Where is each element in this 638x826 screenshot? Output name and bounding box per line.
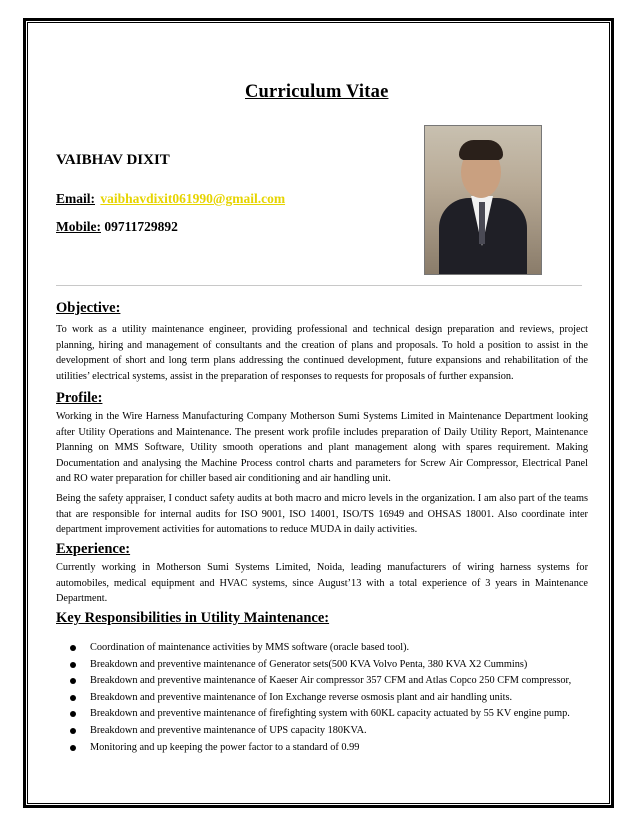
responsibilities-heading: Key Responsibilities in Utility Maintenance: xyxy=(56,610,330,626)
experience-heading: Experience: xyxy=(56,541,131,557)
bullet-icon xyxy=(70,678,76,684)
list-item: Breakdown and preventive maintenance of Kaeser Air compressor 357 CFM and Atlas Copco 250 CFM compressor, xyxy=(56,673,596,690)
bullet-icon xyxy=(70,745,76,751)
section-divider xyxy=(56,285,582,286)
email-link[interactable]: vaibhavdixit061990@gmail.com xyxy=(100,191,286,206)
bullet-icon xyxy=(70,695,76,701)
bullet-icon xyxy=(70,728,76,734)
list-item: Breakdown and preventive maintenance of UPS capacity 180KVA. xyxy=(56,723,596,740)
list-item: Breakdown and preventive maintenance of Ion Exchange reverse osmosis plant and air handling units. xyxy=(56,690,596,707)
mobile-line xyxy=(56,219,178,235)
document-title: Curriculum Vitae xyxy=(245,82,389,102)
profile-photo xyxy=(424,125,542,275)
mobile-label: Mobile: xyxy=(56,219,101,234)
responsibilities-list xyxy=(56,640,596,756)
list-item: Breakdown and preventive maintenance of firefighting system with 60KL capacity actuated by 55 KV engine pump. xyxy=(56,706,596,723)
email-line xyxy=(56,191,285,207)
experience-text: Currently working in Motherson Sumi Systems Limited, Noida, leading manufacturers of wiring harness systems for automobiles, medical equipment and HVAC systems, since August’13 with a total experience of 3 years in Maintenance Department. xyxy=(56,562,588,604)
list-item: Breakdown and preventive maintenance of Generator sets(500 KVA Volvo Penta, 380 KVA X2 Cummins) xyxy=(56,657,596,674)
bullet-icon xyxy=(70,662,76,668)
mobile-number: 09711729892 xyxy=(104,219,178,234)
bullet-icon xyxy=(70,711,76,717)
list-item: Coordination of maintenance activities by MMS software (oracle based tool). xyxy=(56,640,596,657)
objective-text: To work as a utility maintenance engineer, providing professional and technical design preparation and reviews, project planning, hiring and management of consultants and the creation of plans and proposals. To hold a position to assist in the development of short and long term plans addressing the continued development, future expansions and rehabilitation of the utilities’ electrical systems, assist in the preparation of responses to requests for proposals of further expansion. xyxy=(56,324,588,382)
profile-heading: Profile: xyxy=(56,390,103,406)
profile-text-2: Being the safety appraiser, I conduct safety audits at both macro and micro levels in the organization. I am also part of the teams that are responsible for internal audits for ISO 9001, ISO 14001, ISO/TS 16949 and OHSAS 18001. Also coordinate inter department improvement activities for automations to reduce MUDA in daily activities. xyxy=(56,493,588,535)
objective-heading: Objective: xyxy=(56,300,121,316)
profile-text-1: Working in the Wire Harness Manufacturing Company Motherson Sumi Systems Limited in Maintenance Department looking after Utility Operations and Maintenance. The present work profile includes preparation of Daily Utility Report, Maintenance Planning on MMS Software, Utility smooth operations and plant management along with spares requirement. Making Documentation and analysing the Machine Process control charts and parameters for Screw Air Compressor, Electrical Panel and RO water preparation for chiller based air conditioning and air handling unit. xyxy=(56,411,588,484)
email-label: Email: xyxy=(56,191,95,206)
list-item: Monitoring and up keeping the power factor to a standard of 0.99 xyxy=(56,740,596,757)
candidate-name: VAIBHAV DIXIT xyxy=(56,152,170,168)
bullet-icon xyxy=(70,645,76,651)
